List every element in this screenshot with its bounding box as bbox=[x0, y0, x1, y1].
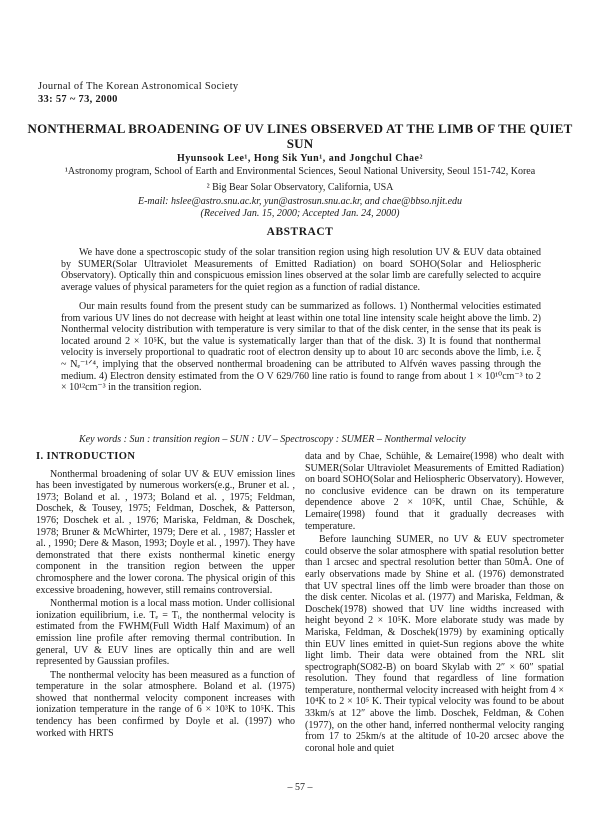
intro-paragraph-3: The nonthermal velocity has been measured as a function of temperature in the solar atmosphere. Boland et al. (1975) showed that nonthermal velocity component increases with ionization temperature in the range of 6 × 10³K to 10⁵K. This tendency has been confirmed by Doyle et al. (1997) who worked with HRTS bbox=[36, 669, 295, 739]
keywords: Key words : Sun : transition region – SUN : UV – Spectroscopy : SUMER – Nonthermal velocity bbox=[79, 434, 466, 445]
journal-name: Journal of The Korean Astronomical Society bbox=[38, 81, 239, 92]
intro-paragraph-1: Nonthermal broadening of solar UV & EUV emission lines has been investigated by numerous workers(e.g., Bruner et al. , 1973; Boland et al. , 1973; Boland et al. , 1975; Feldman, Doschek, & Tousey, 1975; Feldman, Doschek, & Patterson, 1976; Doschek et al. , 1976; Mariska, Feldman, & Doschek, 1978; Bruner & McWhirter, 1979; Dere et al. , 1987; Hassler et al. , 1990; Dere & Mason, 1993; Doyle et al. , 1997). They have demonstrated that there exists nonthermal kinetic energy component in the transition region between the upper chromosphere and the lower corona. The physical origin of this excessive broadening, however, still remains controversial. bbox=[36, 468, 295, 596]
affiliation-1: ¹Astronomy program, School of Earth and Environmental Sciences, Seoul National University, Seoul 151-742, Korea bbox=[64, 166, 536, 177]
abstract-heading: ABSTRACT bbox=[266, 226, 334, 238]
right-column bbox=[305, 451, 564, 754]
intro-paragraph-3-continued: data and by Chae, Schühle, & Lemaire(1998) who dealt with SUMER(Solar Ultraviolet Measurements of Emitted Radiation) on board SOHO(Solar and Heliospheric Observatory). However, no conclusive evidence can be drawn on its temperature dependence above 2 × 10⁵K, until Chae, Schühle, & Lemaire(1998) found that it gradually decreases with temperature. bbox=[305, 451, 564, 532]
page-number: – 57 – bbox=[287, 782, 313, 793]
abstract-paragraph-1: We have done a spectroscopic study of the solar transition region using high resolution UV & EUV data obtained by SUMER(Solar Ultraviolet Measurements of Emitted Radiation) on board SOHO(Solar and Heliospheric Observatory). Optically thin and conspicuous emission lines observed at the solar limb are carefully selected to acquire average values of physical parameters for the quiet region as a function of radial distance. bbox=[61, 247, 541, 293]
left-column bbox=[36, 451, 295, 739]
intro-paragraph-2: Nonthermal motion is a local mass motion. Under collisional ionization equilibrium, i.e. Tₑ = Tᵢ, the nonthermal velocity is estimated from the FWHM(Full Width Half Maximum) of an emission line profile after removing thermal contribution. In general, UV & EUV lines are optically thin and are well represented by Gaussian profiles. bbox=[36, 598, 295, 668]
email-line: E-mail: hslee@astro.snu.ac.kr, yun@astrosun.snu.ac.kr, and chae@bbso.njit.edu bbox=[137, 196, 463, 207]
intro-paragraph-4: Before launching SUMER, no UV & EUV spectrometer could observe the solar atmosphere with spatial resolution better than 1 arcsec and spectral resolution better than 50mÅ. One of early observations made by Shine et al. (1976) demonstrated that UV spectral lines off the limb were broader than those on the disk center. Nicolas et al. (1977) and Mariska, Feldman, & Doschek(1978) showed that UV line widths increased with height beyond 2 × 10⁵K. More elaborate study was made by Mariska, Feldman, & Doschek(1979) by examining optically thin EUV lines emitted in quiet-Sun regions above the white light limb. Their data were obtained from the NRL slit spectrograph(SO82-B) on board Skylab with 2″ × 60″ spatial resolution. They found that regardless of line formation temperature, nonthermal velocity increased with height from 4 × 10⁴K to 2 × 10⁵ K. Their typical velocity was found to be about 33km/s at 12″ above the limb. Doschek, Feldman, & Cohen (1977), on the other hand, inferred nonthermal velocity ranging from 17 to 25km/s at the altitude of 10-20 arcsec above the coronal hole and quiet bbox=[305, 534, 564, 754]
authors: Hyunsook Lee¹, Hong Sik Yun¹, and Jongchul Chae² bbox=[177, 153, 423, 164]
paper-title: NONTHERMAL BROADENING OF UV LINES OBSERVED AT THE LIMB OF THE QUIET SUN bbox=[27, 121, 573, 151]
received-dates: (Received Jan. 15, 2000; Accepted Jan. 24, 2000) bbox=[200, 208, 400, 219]
abstract-paragraph-2: Our main results found from the present study can be summarized as follows. 1) Nonthermal velocities estimated from various UV lines do not decrease with height at least within one total line intensity scale height above the limb. 2) Nonthermal velocity distribution with temperature is very similar to that of the disk center, in the sense that its peak is located around 2 × 10⁵K, but the value is systematically larger than that of the disk. 3) It is found that nonthermal velocity is inversely proportional to quadratic root of electron density up to about 10 arc seconds above the limb, i.e. ξ ~ Nₑ⁻¹ᐟ⁴, implying that the observed nonthermal broadening can be attributed to Alfvén waves passing through the medium. 4) Electron density estimated from the O V 629/760 line ratio is found to range from about 1 × 10¹⁰cm⁻³ to 2 × 10¹²cm⁻³ in the transition region. bbox=[61, 301, 541, 394]
section-heading: I. INTRODUCTION bbox=[36, 451, 136, 462]
affiliation-2: ² Big Bear Solar Observatory, California, USA bbox=[206, 182, 394, 193]
journal-volume: 33: 57 ~ 73, 2000 bbox=[38, 94, 118, 105]
journal-header bbox=[38, 80, 239, 106]
